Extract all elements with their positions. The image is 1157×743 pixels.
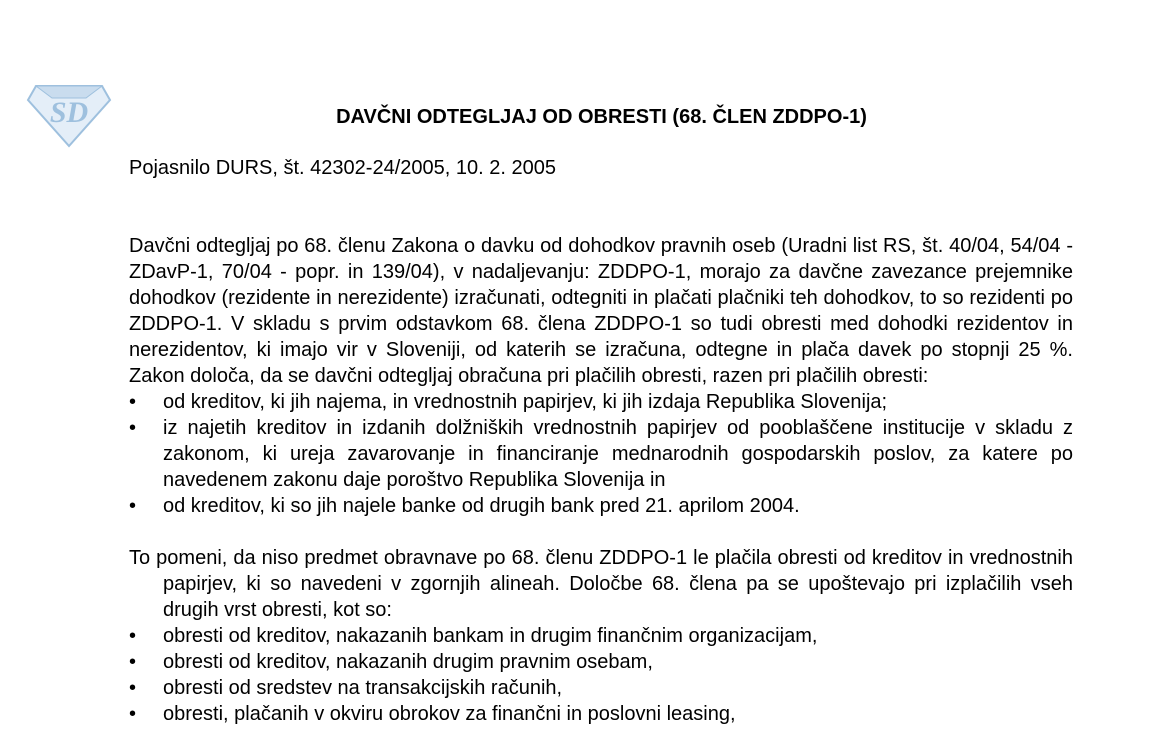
list-item: • obresti od sredstev na transakcijskih računih, [129,677,563,699]
document-title: DAVČNI ODTEGLJAJ OD OBRESTI (68. ČLEN ZDDPO-1) [336,106,867,128]
list-item: • iz najetih kreditov in izdanih dolžniških vrednostnih papirjev od pooblaščene institucije v skladu z zakonom, ki ureja zavarovanje in financiranje mednarodnih gospodarskih poslov, za katere po navedenem zakonu daje poroštvo Republika Slovenija in [129,417,1073,491]
bullet-icon: • [129,703,137,725]
bullet-icon: • [129,651,137,673]
bullet-icon: • [129,677,137,699]
list-item: • obresti od kreditov, nakazanih drugim pravnim osebam, [129,651,653,673]
list-item: • obresti od kreditov, nakazanih bankam in drugim finančnim organizacijam, [129,625,818,647]
bullet-icon: • [129,417,137,439]
bullet-icon: • [129,391,137,413]
second-paragraph: To pomeni, da niso predmet obravnave po 68. členu ZDDPO-1 le plačila obresti od kreditov in vrednostnih papirjev, ki so navedeni v zgornjih alineah. Določbe 68. člena pa se upoštevajo pri izplačilih vseh drugih vrst obresti, kot so: [129,547,1073,621]
list-item: • obresti, plačanih v okviru obrokov za finančni in poslovni leasing, [129,703,736,725]
paragraph-spacer [129,519,1073,545]
intro-paragraph: Davčni odtegljaj po 68. členu Zakona o davku od dohodkov pravnih oseb (Uradni list RS, št. 40/04, 54/04 - ZDavP-1, 70/04 - popr. in 139/04), v nadaljevanju: ZDDPO-1, morajo za davčne zavezance prejemnike dohodkov (rezidente in nerezidente) izračunati, odtegniti in plačati plačniki teh dohodkov, to so rezidenti po ZDDPO-1. V skladu s prvim odstavkom 68. člena ZDDPO-1 so tudi obresti med dohodki rezidentov in nerezidentov, ki imajo vir v Sloveniji, od katerih se izračuna, odtegne in plača davek po stopnji 25 %. Zakon določa, da se davčni odtegljaj obračuna pri plačilih obresti, razen pri plačilih obresti: [129,235,1073,387]
durs-logo [26,78,112,150]
exemption-list [129,389,1073,519]
interest-types-list [129,623,1073,727]
list-item: • od kreditov, ki jih najema, in vrednostnih papirjev, ki jih izdaja Republika Slovenija; [129,391,888,413]
list-item: • od kreditov, ki so jih najele banke od drugih bank pred 21. aprilom 2004. [129,495,800,517]
document-body [129,233,1073,727]
bullet-icon: • [129,625,137,647]
logo-letters: SD [49,96,89,129]
bullet-icon: • [129,495,137,517]
document-subtitle: Pojasnilo DURS, št. 42302-24/2005, 10. 2. 2005 [129,157,556,179]
